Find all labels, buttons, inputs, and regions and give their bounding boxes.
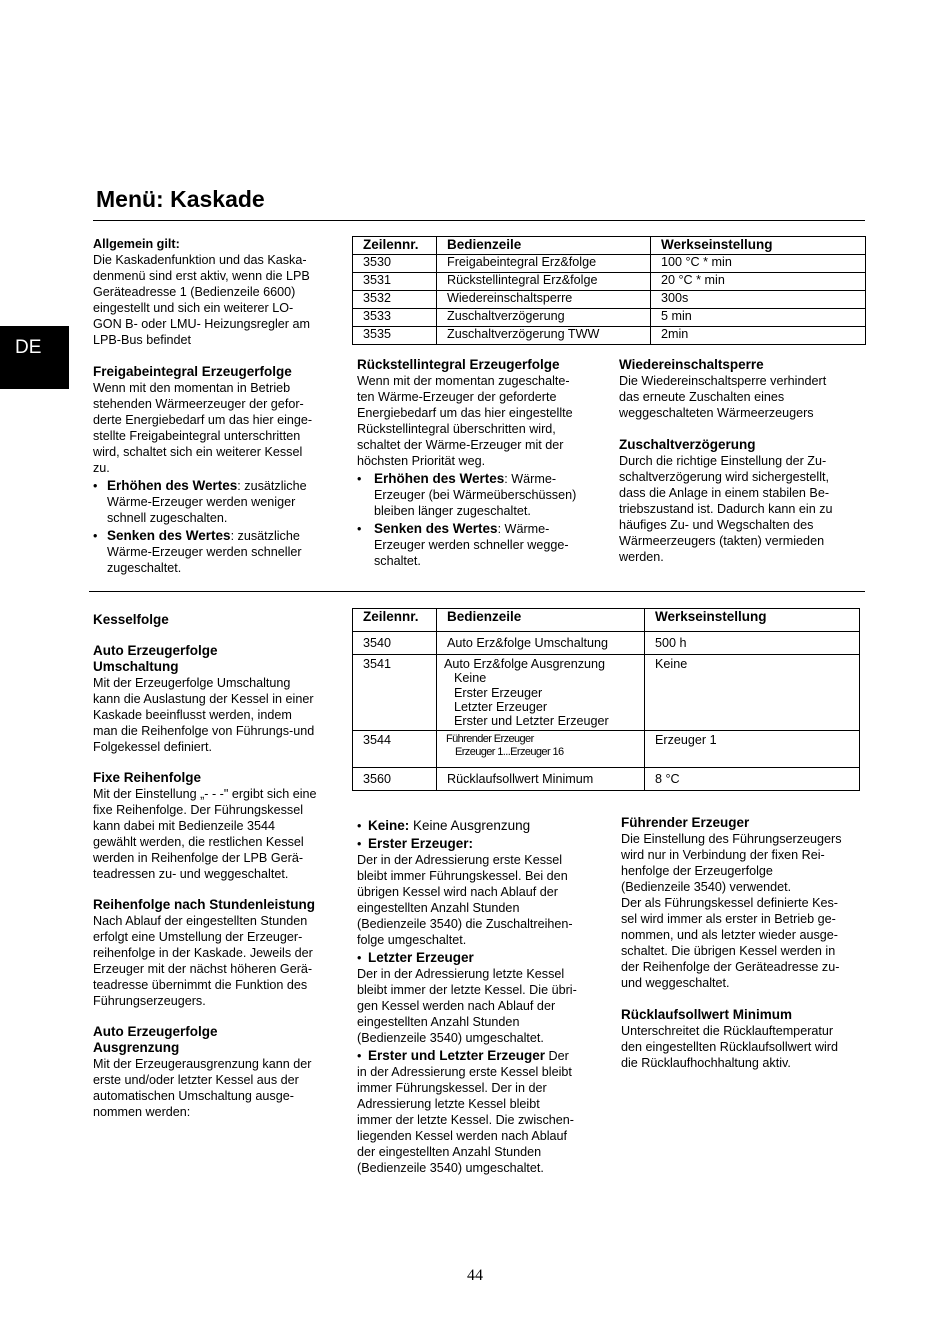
text-line: weggeschalteten Wärmeerzeugers (619, 406, 814, 420)
text-line: Mit der Erzeugerausgrenzung kann der (93, 1057, 312, 1071)
text-line: stehenden Wärmeerzeuger der gefor- (93, 397, 304, 411)
text-line: Erzeuger (bei Wärmeüberschüssen) (374, 488, 577, 502)
option-item: Letzter Erzeuger (454, 699, 548, 714)
text-line: henfolge der Erzeugerfolge (621, 864, 773, 878)
cell-operating-line: Rückstellintegral Erz&folge (437, 273, 651, 291)
text-line: Der (545, 1049, 569, 1063)
text-line: automatischen Umschaltung ausge- (93, 1089, 294, 1103)
text-line: immer der letzte Kessel. Die zwischen- (357, 1113, 574, 1127)
text-line: Wenn mit der momentan zugeschalte- (357, 374, 570, 388)
cell-default: 2min (651, 327, 866, 345)
text-line: schaltet. Die übrigen Kessel werden in (621, 944, 836, 958)
cell-line-number: 3532 (353, 291, 437, 309)
text-line: reihenfolge in der Kaskade. Jeweils der (93, 946, 313, 960)
text-line: wird, schaltet sich ein weiterer Kessel (93, 445, 303, 459)
cell-default: 20 °C * min (651, 273, 866, 291)
text-line: kann dabei mit Bedienzeile 3544 (93, 819, 276, 833)
bullet-icon: • (93, 529, 98, 543)
option-item: Keine (454, 671, 487, 686)
bullet-lead: Erhöhen des Wertes (107, 478, 238, 493)
heading-kesselfolge: Kesselfolge (93, 612, 169, 627)
text-line: gen Kessel werden nach Ablauf der (357, 999, 556, 1013)
section-divider (89, 591, 865, 592)
text-line: man die Reihenfolge von Führungs-und (93, 724, 315, 738)
section-wiederein (619, 357, 869, 565)
column-header: Werkseinstellung (651, 237, 866, 255)
text-line: teadressen zu- und weggeschaltet. (93, 867, 289, 881)
text-line: bleibt immer Führungskessel. Bei den (357, 869, 568, 883)
bullet-icon: • (357, 951, 362, 965)
cell-default: 100 °C * min (651, 255, 866, 273)
heading-allgemein: Allgemein gilt: (93, 237, 180, 251)
heading-fixe: Fixe Reihenfolge (93, 770, 202, 785)
text-line: Rückstellintegral überschritten wird, (357, 422, 556, 436)
text-line: Mit der Einstellung „- - -" ergibt sich eine (93, 787, 317, 801)
option-item: Erster und Letzter Erzeuger (454, 714, 609, 729)
bullet-lead: Senken des Wertes (374, 521, 498, 536)
text-line: der Reihenfolge der Geräteadresse zu- (621, 960, 840, 974)
text-line: Der in der Adressierung erste Kessel (357, 853, 563, 867)
text-line: Führungserzeugers. (93, 994, 206, 1008)
language-tab: DE (0, 326, 69, 389)
settings-table-top (352, 236, 866, 345)
text-line: die Rücklaufhochhaltung aktiv. (621, 1056, 791, 1070)
text-line: den eingestellten Rücklaufsollwert wird (621, 1040, 839, 1054)
text-line: höchsten Priorität weg. (357, 454, 486, 468)
bullet-item (357, 950, 602, 966)
bullet-lead: Erhöhen des Wertes (374, 471, 505, 486)
text-line: in der Adressierung erste Kessel bleibt (357, 1065, 572, 1079)
section-rueckstell (357, 357, 602, 569)
section-kesselfolge (93, 612, 343, 1120)
text-line: Nach Ablauf der eingestellten Stunden (93, 914, 308, 928)
cell-line-number: 3560 (353, 768, 437, 791)
cell-operating-line (437, 655, 645, 731)
text-line: der eingestellten Anzahl Stunden (357, 1145, 542, 1159)
text-line: Geräteadresse 1 (Bedienzeile 6600) (93, 285, 296, 299)
table-row (353, 632, 860, 655)
section-allgemein (93, 236, 338, 576)
text-line: häufiges Zu- und Wegschalten des (619, 518, 814, 532)
bullet-icon: • (357, 819, 362, 833)
heading-freigabe: Freigabeintegral Erzeugerfolge (93, 364, 292, 379)
bullet-item (357, 1048, 602, 1064)
section-freigabe (93, 364, 338, 576)
table-row (353, 655, 860, 731)
settings-table-bottom (352, 608, 860, 791)
text-line: werden. (619, 550, 664, 564)
text-line: Erzeuger werden schneller wegge- (374, 538, 569, 552)
cell-line-number: 3533 (353, 309, 437, 327)
text-line: liegenden Kessel werden nach Ablauf (357, 1129, 568, 1143)
text-line: und weggeschaltet. (621, 976, 730, 990)
text-line: zugeschaltet. (107, 561, 182, 575)
title-rule (93, 220, 865, 221)
bullet-icon: • (93, 479, 98, 493)
text-line: werden in Reihenfolge der LPB Gerä- (93, 851, 304, 865)
text-line: teadresse übernimmt die Funktion des (93, 978, 308, 992)
cell-line-number: 3535 (353, 327, 437, 345)
bullet-icon: • (357, 837, 362, 851)
cell-line-number: 3540 (353, 632, 437, 655)
text-line: Keine Ausgrenzung (409, 818, 531, 833)
text-line: Unterschreitet die Rücklauftemperatur (621, 1024, 834, 1038)
text-line: bleiben länger zugeschaltet. (374, 504, 531, 518)
bullet-lead: Keine: (368, 818, 410, 833)
text-line: folge umgeschaltet. (357, 933, 467, 947)
table-header-row (353, 237, 866, 255)
text-line: übrigen Kessel wird nach Ablauf der (357, 885, 558, 899)
cell-operating-line: Freigabeintegral Erz&folge (437, 255, 651, 273)
table-header-row (353, 609, 860, 632)
text-line: : Wärme- (497, 522, 550, 536)
column-header: Werkseinstellung (645, 609, 860, 632)
bullet-lead: Letzter Erzeuger (368, 950, 474, 965)
heading-auto-umsch: Umschaltung (93, 659, 179, 674)
column-header: Bedienzeile (437, 609, 645, 632)
text-line: fixe Reihenfolge. Der Führungskessel (93, 803, 304, 817)
text-line: ten Wärme-Erzeuger der geforderte (357, 390, 557, 404)
text-line: stellte Freigabeintegral unterschritten (93, 429, 301, 443)
text-line: nommen, und als letzter wieder ausge- (621, 928, 839, 942)
text-line: schaltverzögerung wird sichergestellt, (619, 470, 829, 484)
text-line: Die Einstellung des Führungserzeugers (621, 832, 842, 846)
table-row (353, 273, 866, 291)
bullet-item (357, 818, 602, 834)
cell-default: 500 h (645, 632, 860, 655)
column-header: Zeilennr. (353, 237, 437, 255)
text-line: Der in der Adressierung letzte Kessel (357, 967, 565, 981)
text-line: eingestellt und sich ein weiterer LO- (93, 301, 294, 315)
text-line: (Bedienzeile 3540) die Zuschaltreihen- (357, 917, 573, 931)
heading-auto-ausgr: Ausgrenzung (93, 1040, 180, 1055)
cell-default: 300s (651, 291, 866, 309)
cell-operating-line: Zuschaltverzögerung TWW (437, 327, 651, 345)
section-zuschalt (619, 437, 869, 565)
text-line: : zusätzliche (237, 479, 307, 493)
heading-wiederein: Wiedereinschaltsperre (619, 357, 764, 372)
cell-line-number: 3531 (353, 273, 437, 291)
cell-line-number: 3544 (353, 731, 437, 768)
text-line: schaltet der Wärme-Erzeuger mit der (357, 438, 564, 452)
cell-operating-line: Auto Erz&folge Umschaltung (437, 632, 645, 655)
table-row (353, 291, 866, 309)
cell-default: 5 min (651, 309, 866, 327)
table-row (353, 327, 866, 345)
bullet-lead: Senken des Wertes (107, 528, 231, 543)
section-ruecklauf (621, 1007, 871, 1071)
heading-ruecklauf: Rücklaufsollwert Minimum (621, 1007, 793, 1022)
text-line: Folgekessel definiert. (93, 740, 213, 754)
cell-operating-line: Zuschaltverzögerung (437, 309, 651, 327)
text-line: Wenn mit den momentan in Betrieb (93, 381, 291, 395)
text-line: gewählt werden, die restlichen Kessel (93, 835, 304, 849)
text-line: triebszustand ist. Dadurch kann ein zu (619, 502, 833, 516)
cell-operating-line: Rücklaufsollwert Minimum (437, 768, 645, 791)
bullet-item (357, 836, 602, 852)
heading-zuschalt: Zuschaltverzögerung (619, 437, 756, 452)
text-line: Wärme-Erzeuger werden weniger (107, 495, 296, 509)
column-header: Zeilennr. (353, 609, 437, 632)
text-line: Mit der Erzeugerfolge Umschaltung (93, 676, 291, 690)
page-number: 44 (467, 1267, 483, 1284)
text-line: schaltet. (374, 554, 421, 568)
cell-operating-line: Wiedereinschaltsperre (437, 291, 651, 309)
bullet-item (93, 478, 338, 526)
page-title: Menü: Kaskade (96, 186, 265, 212)
text-line: Der als Führungskessel definierte Kes- (621, 896, 838, 910)
bullet-icon: • (357, 1049, 362, 1063)
bullet-icon: • (357, 472, 362, 486)
table-row (353, 255, 866, 273)
cell-default: Erzeuger 1 (645, 731, 860, 768)
section-fuehrender (621, 815, 871, 1071)
text-line: sel wird immer als erster in Betrieb ge- (621, 912, 836, 926)
text-line: immer Führungskessel. Der in der (357, 1081, 547, 1095)
text-line: Wärme-Erzeuger werden schneller (107, 545, 302, 559)
text-line: Die Kaskadenfunktion und das Kaska- (93, 253, 307, 267)
column-header: Bedienzeile (437, 237, 651, 255)
option-item: Erzeuger 1...Erzeuger 16 (455, 746, 564, 758)
text-line: schnell zugeschalten. (107, 511, 228, 525)
bullet-item (93, 528, 338, 576)
text-line: Wärmeerzeugers (takten) vermieden (619, 534, 825, 548)
bullet-lead: Erster und Letzter Erzeuger (368, 1048, 546, 1063)
table-row (353, 309, 866, 327)
text-line: Erzeuger mit der nächst höheren Gerä- (93, 962, 313, 976)
heading-stunden: Reihenfolge nach Stundenleistung (93, 897, 316, 912)
text-line: eingestellten Anzahl Stunden (357, 1015, 520, 1029)
cell-operating-line (437, 731, 645, 768)
table-row (353, 768, 860, 791)
cell-line-number: 3530 (353, 255, 437, 273)
text-line: (Bedienzeile 3540) verwendet. (621, 880, 792, 894)
text-line: nommen werden: (93, 1105, 191, 1119)
heading-fuehrender: Führender Erzeuger (621, 815, 750, 830)
bullet-item (357, 521, 602, 569)
text-line: erste und/oder letzter Kessel aus der (93, 1073, 299, 1087)
heading-rueckstell: Rückstellintegral Erzeugerfolge (357, 357, 560, 372)
text-line: GON B- oder LMU- Heizungsregler am (93, 317, 310, 331)
text-line: wird nur in Verbindung der fixen Rei- (621, 848, 825, 862)
text-line: derte Energiebedarf um das hier einge- (93, 413, 313, 427)
text-line: : zusätzliche (230, 529, 300, 543)
text-line: (Bedienzeile 3540) umgeschaltet. (357, 1161, 544, 1175)
text-line: kann die Auslastung der Kessel in einer (93, 692, 314, 706)
text-line: Die Wiedereinschaltsperre verhindert (619, 374, 827, 388)
cell-default: 8 °C (645, 768, 860, 791)
text-line: das erneute Zuschalten eines (619, 390, 785, 404)
bullet-item (357, 471, 602, 519)
cell-default: Keine (645, 655, 860, 731)
text-line: eingestellten Anzahl Stunden (357, 901, 520, 915)
text-line: zu. (93, 461, 110, 475)
option-title: Führender Erzeuger (446, 733, 534, 745)
option-title: Auto Erz&folge Ausgrenzung (444, 657, 606, 671)
text-line: erfolgt eine Umstellung der Erzeuger- (93, 930, 303, 944)
heading-auto-ausgr: Auto Erzeugerfolge (93, 1024, 218, 1039)
text-line: bleibt immer der letzte Kessel. Die übri- (357, 983, 577, 997)
heading-auto-umsch: Auto Erzeugerfolge (93, 643, 218, 658)
cell-line-number: 3541 (353, 655, 437, 731)
text-line: Kaskade beeinflusst werden, indem (93, 708, 292, 722)
text-line: Durch die richtige Einstellung der Zu- (619, 454, 827, 468)
text-line: : Wärme- (504, 472, 557, 486)
bullet-icon: • (357, 522, 362, 536)
bullet-lead: Erster Erzeuger: (368, 836, 474, 851)
text-line: (Bedienzeile 3540) umgeschaltet. (357, 1031, 544, 1045)
table-row (353, 731, 860, 768)
text-line: denmenü sind erst aktiv, wenn die LPB (93, 269, 310, 283)
text-line: Energiebedarf um das hier eingestellte (357, 406, 573, 420)
text-line: LPB-Bus befindet (93, 333, 192, 347)
text-line: Adressierung letzte Kessel bleibt (357, 1097, 540, 1111)
text-line: dass die Anlage in einem stabilen Be- (619, 486, 830, 500)
section-options (357, 818, 602, 1176)
option-item: Erster Erzeuger (454, 685, 543, 700)
